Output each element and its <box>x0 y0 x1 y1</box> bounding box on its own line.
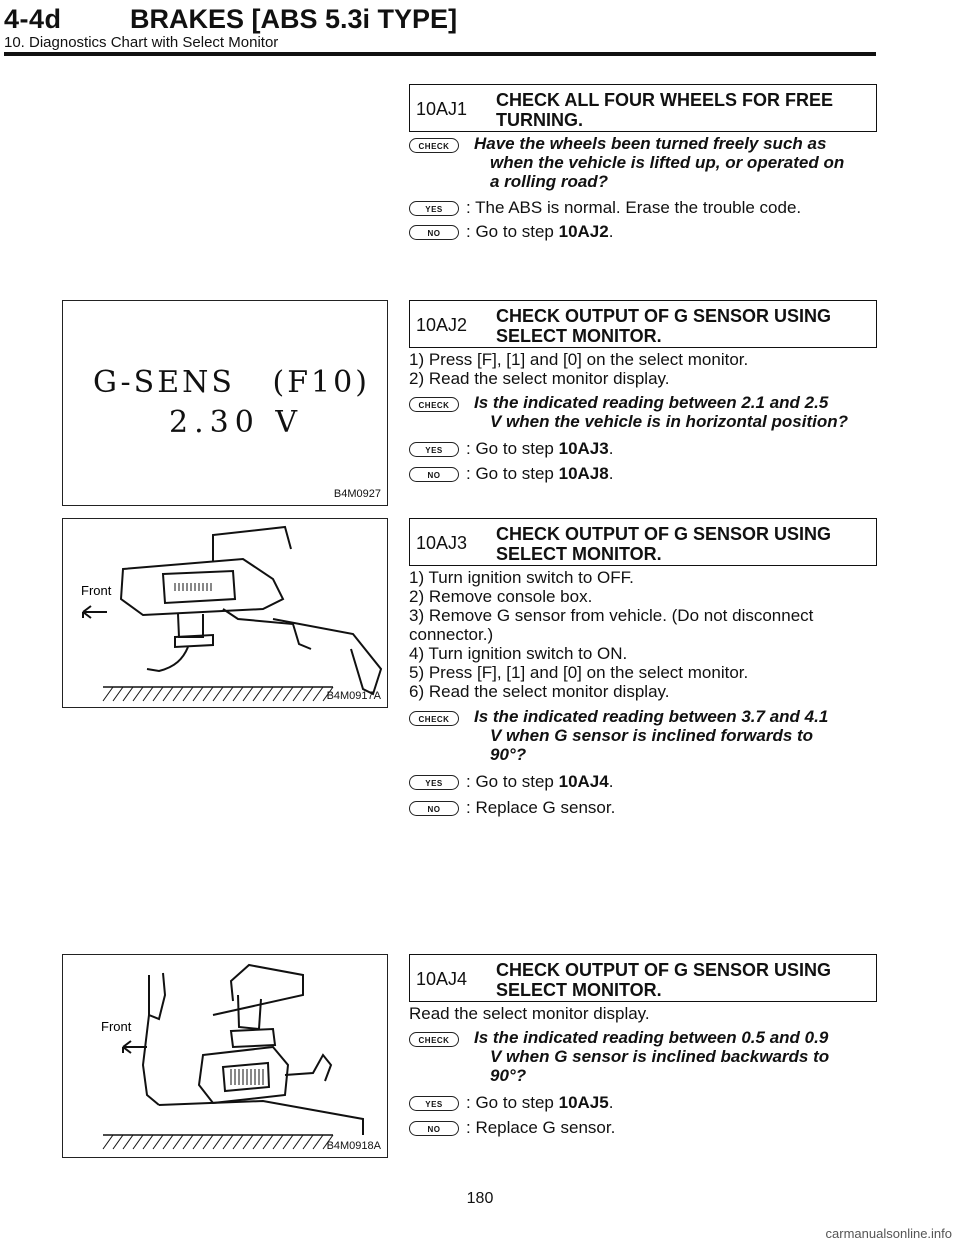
yes-badge: YES <box>409 1096 459 1111</box>
step-title: CHECK OUTPUT OF G SENSOR USING SELECT MONITOR. <box>496 960 832 1000</box>
check-badge: CHECK <box>409 138 459 153</box>
step-code: 10AJ3 <box>416 533 468 553</box>
no-badge: NO <box>409 1121 459 1136</box>
check-question: Is the indicated reading between 2.1 and 2.5 V when the vehicle is in horizontal position? <box>474 393 848 431</box>
g-sensor-drawing <box>63 519 385 705</box>
instruction-list: 1) Press [F], [1] and [0] on the select monitor. 2) Read the select monitor display. <box>409 350 749 388</box>
figure-g-sensor-backward <box>62 954 388 1158</box>
no-answer: : Go to step 10AJ8. <box>466 464 614 483</box>
no-badge: NO <box>409 801 459 816</box>
step-code: 10AJ4 <box>416 969 468 989</box>
figure-select-monitor-display <box>62 300 388 506</box>
no-answer: : Replace G sensor. <box>466 798 616 817</box>
no-badge: NO <box>409 225 459 240</box>
header-rule <box>4 52 876 56</box>
instruction-list: 1) Turn ignition switch to OFF. 2) Remove console box. 3) Remove G sensor from vehicle. (Do not disconnect connector.) 4) Turn ignition switch to ON. 5) Press [F], [1] and [0] on the select monitor. 6) Read the select monitor display. <box>409 568 814 701</box>
figure-caption: B4M0917A <box>326 690 381 702</box>
check-question: Have the wheels been turned freely such as when the vehicle is lifted up, or operated on a rolling road? <box>474 134 845 191</box>
yes-answer: : Go to step 10AJ5. <box>466 1093 614 1112</box>
section-code: 4-4d <box>4 4 62 34</box>
yes-answer: : Go to step 10AJ3. <box>466 439 614 458</box>
figure-caption: B4M0927 <box>333 488 381 500</box>
figure-g-sensor-forward <box>62 518 388 708</box>
yes-badge: YES <box>409 442 459 457</box>
no-badge: NO <box>409 467 459 482</box>
yes-badge: YES <box>409 201 459 216</box>
page-number: 180 <box>466 1190 494 1207</box>
check-question: Is the indicated reading between 0.5 and 0.9 V when G sensor is inclined backwards to 90°? <box>474 1028 830 1085</box>
page-subtitle: 10. Diagnostics Chart with Select Monitor <box>4 34 279 51</box>
display-line-1: G-SENS (F10) <box>93 365 370 400</box>
yes-answer: : The ABS is normal. Erase the trouble code. <box>466 198 802 217</box>
check-badge: CHECK <box>409 397 459 412</box>
step-code: 10AJ1 <box>416 99 468 119</box>
step-title: CHECK OUTPUT OF G SENSOR USING SELECT MONITOR. <box>496 306 832 346</box>
front-label: Front <box>101 1019 132 1034</box>
step-code: 10AJ2 <box>416 315 468 335</box>
step-title: CHECK OUTPUT OF G SENSOR USING SELECT MONITOR. <box>496 524 832 564</box>
watermark: carmanualsonline.info <box>825 1226 952 1241</box>
no-answer: : Go to step 10AJ2. <box>466 222 614 241</box>
step-box-10aj3 <box>409 518 877 566</box>
step-box-10aj2 <box>409 300 877 348</box>
step-box-10aj1 <box>409 84 877 132</box>
check-question: Is the indicated reading between 3.7 and 4.1 V when G sensor is inclined forwards to 90°? <box>474 707 829 764</box>
check-badge: CHECK <box>409 711 459 726</box>
figure-caption: B4M0918A <box>326 1140 381 1152</box>
step-box-10aj4 <box>409 954 877 1002</box>
step-title: CHECK ALL FOUR WHEELS FOR FREE TURNING. <box>496 90 833 130</box>
yes-badge: YES <box>409 775 459 790</box>
page-title: BRAKES [ABS 5.3i TYPE] <box>130 4 458 34</box>
display-line-2: 2.30 V <box>169 405 303 440</box>
check-badge: CHECK <box>409 1032 459 1047</box>
front-label: Front <box>81 583 112 598</box>
yes-answer: : Go to step 10AJ4. <box>466 772 614 791</box>
no-answer: : Replace G sensor. <box>466 1118 616 1137</box>
g-sensor-drawing <box>63 955 385 1155</box>
instruction-list: Read the select monitor display. <box>409 1004 650 1023</box>
